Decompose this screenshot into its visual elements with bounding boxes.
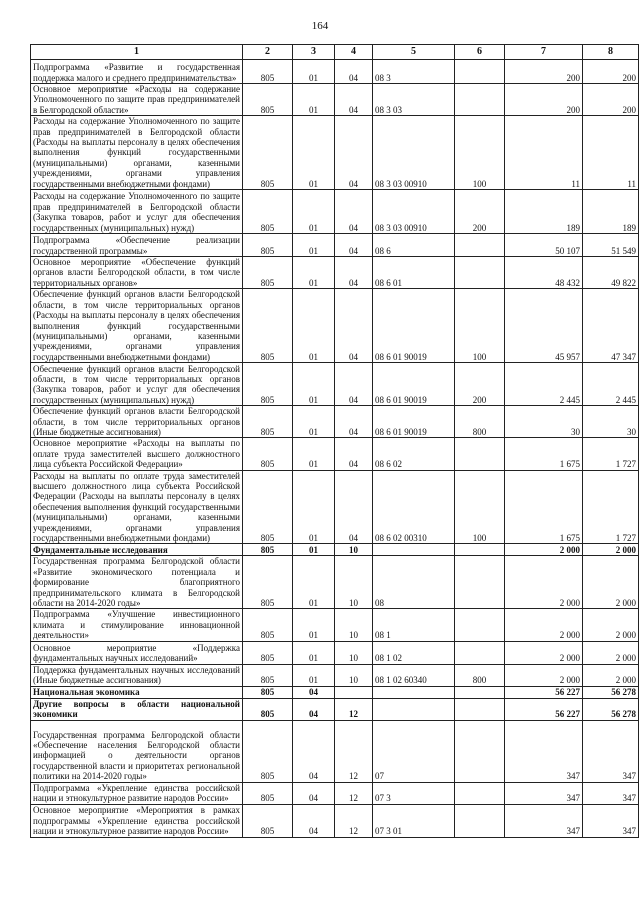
ministry-code: 805 xyxy=(243,116,293,190)
amount-col7: 2 000 xyxy=(505,609,583,641)
amount-col7: 2 445 xyxy=(505,363,583,406)
section-code: 01 xyxy=(293,438,335,470)
expense-type xyxy=(455,686,505,698)
budget-table xyxy=(30,44,639,838)
amount-col7: 1 675 xyxy=(505,470,583,544)
item-name: Основное мероприятие «Мероприятия в рамках подпрограммы «Укрепление единства российской нации и этнокультурное развитие народов России» xyxy=(31,804,243,837)
section-code: 01 xyxy=(293,363,335,406)
target-article xyxy=(373,686,455,698)
table-row xyxy=(31,641,639,664)
amount-col7: 56 227 xyxy=(505,698,583,720)
amount-col7: 200 xyxy=(505,60,583,84)
subsection-code: 10 xyxy=(335,609,373,641)
expense-type xyxy=(455,84,505,116)
ministry-code: 805 xyxy=(243,804,293,837)
subsection-code xyxy=(335,686,373,698)
subsection-code: 04 xyxy=(335,289,373,363)
expense-type: 100 xyxy=(455,470,505,544)
amount-col8: 11 xyxy=(583,116,639,190)
header-cell: 1 xyxy=(31,45,243,60)
ministry-code: 805 xyxy=(243,664,293,686)
subsection-code: 04 xyxy=(335,257,373,289)
ministry-code: 805 xyxy=(243,686,293,698)
amount-col7: 2 000 xyxy=(505,544,583,556)
item-name: Государственная программа Белгородской области «Обеспечение населения Белгородской области информацией о деятельности органов государственной власти и приоритетах региональной политики на 2014-2020 годы» xyxy=(31,720,243,782)
expense-type: 200 xyxy=(455,363,505,406)
ministry-code: 805 xyxy=(243,720,293,782)
item-name: Основное мероприятие «Поддержка фундаментальных научных исследований» xyxy=(31,641,243,664)
ministry-code: 805 xyxy=(243,698,293,720)
target-article: 08 6 01 90019 xyxy=(373,363,455,406)
expense-type xyxy=(455,556,505,609)
amount-col7: 50 107 xyxy=(505,234,583,257)
table-row xyxy=(31,406,639,438)
table-row xyxy=(31,289,639,363)
amount-col8: 200 xyxy=(583,84,639,116)
subsection-code: 10 xyxy=(335,556,373,609)
target-article: 08 6 02 xyxy=(373,438,455,470)
section-code: 01 xyxy=(293,257,335,289)
ministry-code: 805 xyxy=(243,190,293,234)
ministry-code: 805 xyxy=(243,84,293,116)
amount-col8: 2 000 xyxy=(583,544,639,556)
expense-type xyxy=(455,438,505,470)
subsection-code: 04 xyxy=(335,406,373,438)
amount-col8: 200 xyxy=(583,60,639,84)
item-name: Поддержка фундаментальных научных исследований (Иные бюджетные ассигнования) xyxy=(31,664,243,686)
expense-type xyxy=(455,804,505,837)
table-row xyxy=(31,544,639,556)
table-row xyxy=(31,257,639,289)
table-row xyxy=(31,609,639,641)
amount-col7: 45 957 xyxy=(505,289,583,363)
amount-col8: 49 822 xyxy=(583,257,639,289)
target-article: 07 3 01 xyxy=(373,804,455,837)
table-row xyxy=(31,470,639,544)
item-name: Обеспечение функций органов власти Белгородской области, в том числе территориальных органов (Закупка товаров, работ и услуг для обеспечения государственных (муниципальных) нужд) xyxy=(31,363,243,406)
target-article: 08 1 02 60340 xyxy=(373,664,455,686)
table-row xyxy=(31,84,639,116)
amount-col7: 2 000 xyxy=(505,556,583,609)
table-row xyxy=(31,234,639,257)
table-row xyxy=(31,556,639,609)
section-code: 04 xyxy=(293,720,335,782)
page-number: 164 xyxy=(311,20,329,32)
item-name: Расходы на содержание Уполномоченного по защите прав предпринимателей в Белгородской области (Закупка товаров, работ и услуг для обеспечения государственных (муниципальных) нужд) xyxy=(31,190,243,234)
target-article: 07 xyxy=(373,720,455,782)
expense-type: 100 xyxy=(455,289,505,363)
table-row xyxy=(31,804,639,837)
ministry-code: 805 xyxy=(243,234,293,257)
subsection-code: 04 xyxy=(335,363,373,406)
target-article xyxy=(373,544,455,556)
expense-type: 100 xyxy=(455,116,505,190)
section-code: 01 xyxy=(293,60,335,84)
item-name: Основное мероприятие «Обеспечение функций органов власти Белгородской области, в том числе территориальных органов» xyxy=(31,257,243,289)
header-cell: 2 xyxy=(243,45,293,60)
expense-type: 200 xyxy=(455,190,505,234)
section-code: 01 xyxy=(293,234,335,257)
expense-type xyxy=(455,234,505,257)
amount-col8: 1 727 xyxy=(583,438,639,470)
section-code: 01 xyxy=(293,664,335,686)
expense-type xyxy=(455,782,505,804)
target-article: 08 6 01 90019 xyxy=(373,406,455,438)
ministry-code: 805 xyxy=(243,406,293,438)
amount-col7: 347 xyxy=(505,804,583,837)
section-code: 04 xyxy=(293,698,335,720)
amount-col7: 189 xyxy=(505,190,583,234)
item-name: Подпрограмма «Развитие и государственная поддержка малого и среднего предпринимательства» xyxy=(31,60,243,84)
table-row xyxy=(31,60,639,84)
amount-col7: 56 227 xyxy=(505,686,583,698)
item-name: Основное мероприятие «Расходы на содержание Уполномоченного по защите прав предпринимателей в Белгородской области» xyxy=(31,84,243,116)
target-article: 08 1 xyxy=(373,609,455,641)
item-name: Подпрограмма «Улучшение инвестиционного климата и стимулирование инновационной деятельности» xyxy=(31,609,243,641)
ministry-code: 805 xyxy=(243,544,293,556)
table-row xyxy=(31,664,639,686)
ministry-code: 805 xyxy=(243,60,293,84)
header-cell: 6 xyxy=(455,45,505,60)
amount-col7: 200 xyxy=(505,84,583,116)
item-name: Подпрограмма «Укрепление единства российской нации и этнокультурное развитие народов России» xyxy=(31,782,243,804)
subsection-code: 12 xyxy=(335,720,373,782)
amount-col8: 2 445 xyxy=(583,363,639,406)
amount-col8: 347 xyxy=(583,782,639,804)
amount-col7: 347 xyxy=(505,782,583,804)
target-article: 08 6 02 00310 xyxy=(373,470,455,544)
section-code: 01 xyxy=(293,116,335,190)
amount-col8: 1 727 xyxy=(583,470,639,544)
amount-col7: 48 432 xyxy=(505,257,583,289)
table-row xyxy=(31,438,639,470)
amount-col8: 347 xyxy=(583,720,639,782)
ministry-code: 805 xyxy=(243,470,293,544)
table-row xyxy=(31,720,639,782)
expense-type xyxy=(455,720,505,782)
table-row xyxy=(31,686,639,698)
section-code: 01 xyxy=(293,190,335,234)
item-name: Государственная программа Белгородской области «Развитие экономического потенциала и формирование благоприятного предпринимательского климата в Белгородской области на 2014-2020 годы» xyxy=(31,556,243,609)
section-code: 01 xyxy=(293,470,335,544)
subsection-code: 10 xyxy=(335,544,373,556)
item-name: Обеспечение функций органов власти Белгородской области, в том числе территориальных органов (Расходы на выплаты персоналу в целях обеспечения выполнения функций государственными (муниципальными) органами, казенными учреждениями, органами управления государственными внебюджетными фондами) xyxy=(31,289,243,363)
target-article: 08 6 01 90019 xyxy=(373,289,455,363)
target-article: 08 3 03 xyxy=(373,84,455,116)
header-cell: 7 xyxy=(505,45,583,60)
header-cell: 8 xyxy=(583,45,639,60)
target-article: 08 3 03 00910 xyxy=(373,116,455,190)
target-article: 07 3 xyxy=(373,782,455,804)
amount-col8: 2 000 xyxy=(583,556,639,609)
ministry-code: 805 xyxy=(243,641,293,664)
amount-col8: 189 xyxy=(583,190,639,234)
table-row xyxy=(31,116,639,190)
subsection-code: 10 xyxy=(335,664,373,686)
subsection-code: 12 xyxy=(335,782,373,804)
subsection-code: 12 xyxy=(335,698,373,720)
amount-col8: 56 278 xyxy=(583,698,639,720)
expense-type xyxy=(455,641,505,664)
table-row xyxy=(31,363,639,406)
subsection-code: 04 xyxy=(335,438,373,470)
header-row xyxy=(31,45,639,60)
target-article: 08 6 01 xyxy=(373,257,455,289)
ministry-code: 805 xyxy=(243,438,293,470)
amount-col7: 1 675 xyxy=(505,438,583,470)
ministry-code: 805 xyxy=(243,556,293,609)
subsection-code: 04 xyxy=(335,190,373,234)
amount-col8: 30 xyxy=(583,406,639,438)
item-name: Обеспечение функций органов власти Белгородской области, в том числе территориальных органов (Иные бюджетные ассигнования) xyxy=(31,406,243,438)
header-cell: 5 xyxy=(373,45,455,60)
target-article: 08 6 xyxy=(373,234,455,257)
ministry-code: 805 xyxy=(243,363,293,406)
item-name: Национальная экономика xyxy=(31,686,243,698)
amount-col8: 2 000 xyxy=(583,664,639,686)
subsection-code: 04 xyxy=(335,470,373,544)
subsection-code: 04 xyxy=(335,84,373,116)
table-row xyxy=(31,190,639,234)
item-name: Основное мероприятие «Расходы на выплаты по оплате труда заместителей высшего должностного лица субъекта Российской Федерации» xyxy=(31,438,243,470)
expense-type: 800 xyxy=(455,664,505,686)
section-code: 01 xyxy=(293,84,335,116)
section-code: 01 xyxy=(293,609,335,641)
target-article xyxy=(373,698,455,720)
ministry-code: 805 xyxy=(243,289,293,363)
section-code: 01 xyxy=(293,544,335,556)
section-code: 01 xyxy=(293,556,335,609)
amount-col8: 47 347 xyxy=(583,289,639,363)
item-name: Другие вопросы в области национальной экономики xyxy=(31,698,243,720)
amount-col7: 30 xyxy=(505,406,583,438)
amount-col7: 2 000 xyxy=(505,664,583,686)
section-code: 01 xyxy=(293,406,335,438)
table-row xyxy=(31,782,639,804)
ministry-code: 805 xyxy=(243,782,293,804)
subsection-code: 10 xyxy=(335,641,373,664)
amount-col7: 2 000 xyxy=(505,641,583,664)
target-article: 08 1 02 xyxy=(373,641,455,664)
ministry-code: 805 xyxy=(243,609,293,641)
header-cell: 4 xyxy=(335,45,373,60)
table-row xyxy=(31,698,639,720)
subsection-code: 12 xyxy=(335,804,373,837)
table-body xyxy=(31,60,639,838)
amount-col7: 11 xyxy=(505,116,583,190)
item-name: Подпрограмма «Обеспечение реализации государственной программы» xyxy=(31,234,243,257)
section-code: 04 xyxy=(293,804,335,837)
expense-type xyxy=(455,60,505,84)
subsection-code: 04 xyxy=(335,116,373,190)
amount-col7: 347 xyxy=(505,720,583,782)
section-code: 04 xyxy=(293,686,335,698)
item-name: Расходы на содержание Уполномоченного по защите прав предпринимателей в Белгородской области (Расходы на выплаты персоналу в целях обеспечения выполнения функций государственными (муниципальными) органами, казенными учреждениями, органами управления государственными внебюджетными фондами) xyxy=(31,116,243,190)
header-cell: 3 xyxy=(293,45,335,60)
expense-type xyxy=(455,257,505,289)
target-article: 08 3 03 00910 xyxy=(373,190,455,234)
ministry-code: 805 xyxy=(243,257,293,289)
target-article: 08 xyxy=(373,556,455,609)
amount-col8: 347 xyxy=(583,804,639,837)
expense-type xyxy=(455,609,505,641)
section-code: 01 xyxy=(293,641,335,664)
item-name: Расходы на выплаты по оплате труда заместителей высшего должностного лица субъекта Российской Федерации (Расходы на выплаты персоналу в целях обеспечения выполнения функций государственными (муниципальными) органами, казенными учреждениями, органами управления государственными внебюджетными фондами) xyxy=(31,470,243,544)
section-code: 04 xyxy=(293,782,335,804)
amount-col8: 2 000 xyxy=(583,609,639,641)
expense-type xyxy=(455,544,505,556)
amount-col8: 56 278 xyxy=(583,686,639,698)
expense-type xyxy=(455,698,505,720)
subsection-code: 04 xyxy=(335,234,373,257)
subsection-code: 04 xyxy=(335,60,373,84)
expense-type: 800 xyxy=(455,406,505,438)
section-code: 01 xyxy=(293,289,335,363)
amount-col8: 51 549 xyxy=(583,234,639,257)
item-name: Фундаментальные исследования xyxy=(31,544,243,556)
target-article: 08 3 xyxy=(373,60,455,84)
amount-col8: 2 000 xyxy=(583,641,639,664)
